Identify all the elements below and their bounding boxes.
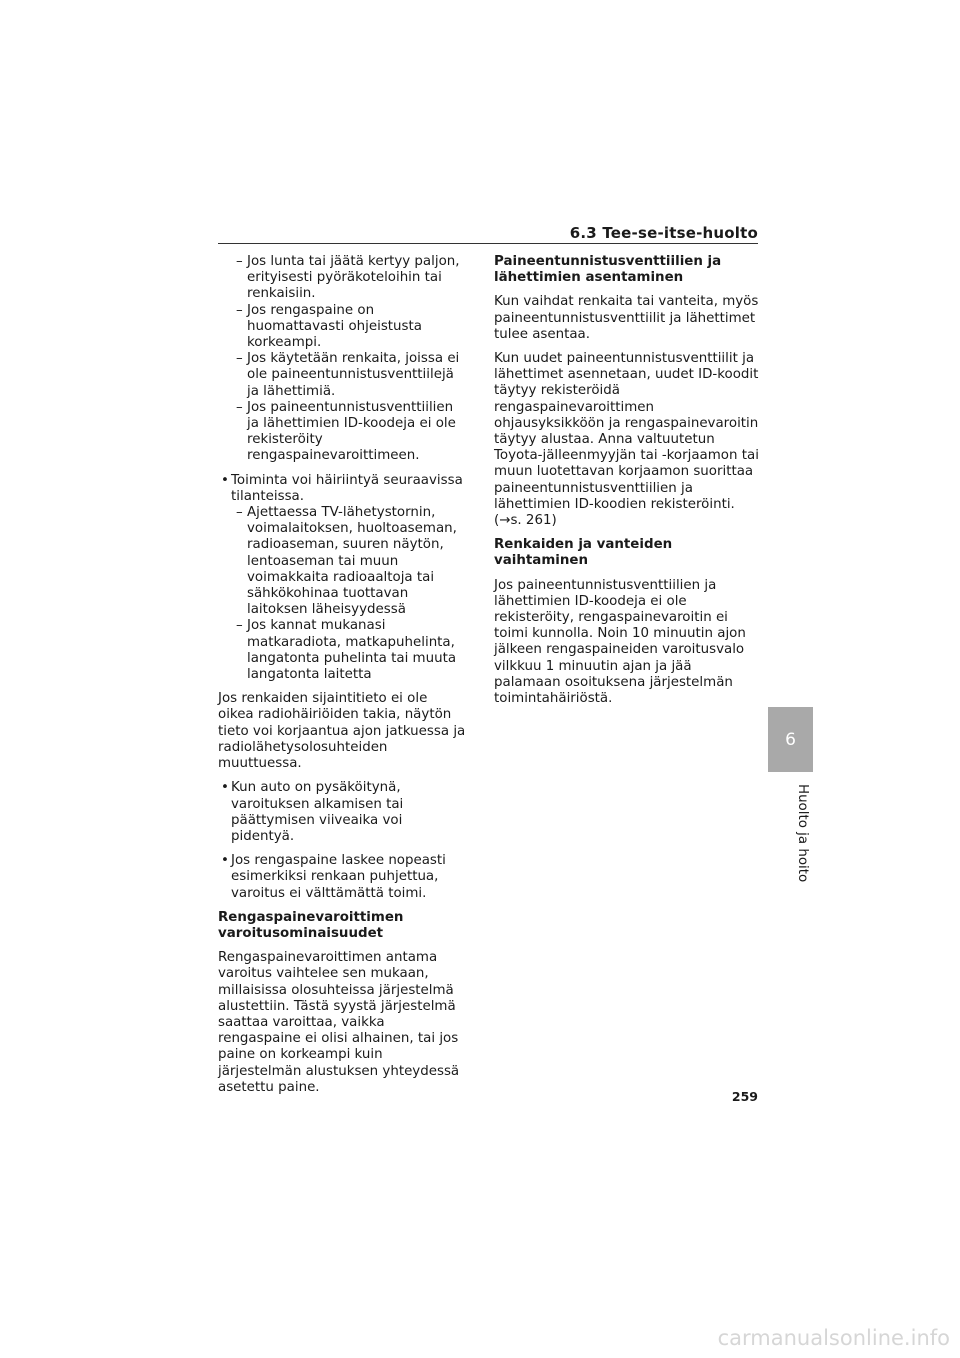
dash-mark: –	[236, 254, 243, 269]
chapter-number: 6	[785, 729, 796, 750]
bullet-mark: •	[221, 853, 229, 869]
chapter-label: Huolto ja hoito	[795, 783, 810, 883]
chapter-tab	[768, 707, 813, 772]
bullet-item: • Kun auto on pysäköitynä, varoituksen alkamisen tai päättymisen viiveaika voi pidentyä.	[221, 780, 404, 844]
bullet-mark: •	[221, 472, 229, 488]
dash-mark: –	[236, 302, 243, 318]
watermark: carmanualsonline.info	[717, 1326, 950, 1350]
dash-list-1	[218, 254, 466, 465]
bullet-item: • Toiminta voi häiriintyä seuraavissa tilanteissa. – Ajettaessa TV-lähetystornin, voimalaitoksen, huoltoaseman, radioaseman, suuren näytön, lentoaseman tai muun voimakkaita radioaaltoja tai sähkökohinaa tuottavan laitoksen läheisyydessä – Jos kannat mukanasi matkaradiota, matkapuhelinta, langatonta puhelinta tai muuta langatonta laitetta	[218, 473, 466, 684]
dash-mark: –	[236, 505, 243, 521]
dash-mark: –	[236, 399, 243, 415]
dash-mark: –	[236, 351, 243, 367]
list-item: – Jos kannat mukanasi matkaradiota, matkapuhelinta, langatonta puhelinta tai muuta langatonta laitetta	[236, 618, 457, 683]
list-item: – Jos rengaspaine on huomattavasti ohjeistusta korkeampi.	[236, 302, 422, 351]
page-number: 259	[731, 1089, 758, 1104]
bullet-mark: •	[221, 780, 229, 796]
paragraph: Rengaspainevaroittimen antama varoitus vaihtelee sen mukaan, millaisissa olosuhteissa järjestelmä alustettiin. Tästä syystä järjestelmä saattaa varoittaa, vaikka rengaspaine ei olisi alhainen, tai jos paine on korkeampi kuin järjestelmän alustuksen yhteydessä asetettu paine.	[218, 950, 460, 1095]
section-title: 6.3 Tee-se-itse-huolto	[569, 224, 758, 242]
list-item: – Ajettaessa TV-lähetystornin, voimalaitoksen, huoltoaseman, radioaseman, suuren näytön, lentoaseman tai muun voimakkaita radioaaltoja tai sähkökohinaa tuottavan laitoksen läheisyydessä	[236, 505, 457, 618]
paragraph: Jos paineentunnistusventtiilien ja lähettimien ID-koodeja ei ole rekisteröity, rengaspainevaroitin ei toimi kunnolla. Noin 10 minuutin ajon jälkeen rengaspaineiden varoitusvalo vilkkuu 1 minuutin ajan ja jää palamaan osoituksena järjestelmän toimintahäiriöstä.	[494, 577, 746, 707]
header-divider	[218, 243, 758, 244]
dash-list-2	[231, 505, 466, 683]
subheading: Paineentunnistusventtiilien ja lähettimien asentaminen	[494, 254, 722, 286]
list-item: – Jos lunta tai jäätä kertyy paljon, erityisesti pyöräkoteloihin tai renkaisiin.	[236, 254, 460, 302]
subheading: Renkaiden ja vanteiden vaihtaminen	[494, 537, 673, 569]
paragraph: Kun vaihdat renkaita tai vanteita, myös paineentunnistusventtiilit ja lähettimet tulee asentaa.	[494, 294, 759, 342]
subheading: Rengaspainevaroittimen varoitusominaisuudet	[218, 909, 404, 941]
paragraph: Jos renkaiden sijaintitieto ei ole oikea radiohäiriöiden takia, näytön tieto voi korjaantua ajon jatkuessa ja radiolähetysolosuhteiden muuttuessa.	[218, 691, 466, 772]
list-item: – Jos paineentunnistusventtiilien ja lähettimien ID-koodeja ei ole rekisteröity rengaspainevaroittimeen.	[236, 399, 456, 464]
list-item: – Jos käytetään renkaita, joissa ei ole paineentunnistusventtiilejä ja lähettimiä.	[236, 351, 460, 399]
left-column	[218, 254, 466, 1104]
dash-mark: –	[236, 618, 243, 634]
page-reference[interactable]: (→s. 261)	[494, 513, 557, 529]
bullet-item: • Jos rengaspaine laskee nopeasti esimerkiksi renkaan puhjettua, varoitus ei välttämättä toimi.	[221, 853, 446, 901]
right-column	[494, 254, 759, 715]
paragraph: Kun uudet paineentunnistusventtiilit ja lähettimet asennetaan, uudet ID-koodit täytyy rekisteröidä rengaspainevaroittimen ohjausyksikköön ja rengaspainevaroitin täytyy alustaa. Anna valtuutetun Toyota-jälleenmyyjän tai -korjaamon tai muun luotettavan korjaamon suorittaa paineentunnistusventtiilien ja lähettimien ID-koodien rekisteröinti. (→s. 261)	[494, 351, 759, 529]
